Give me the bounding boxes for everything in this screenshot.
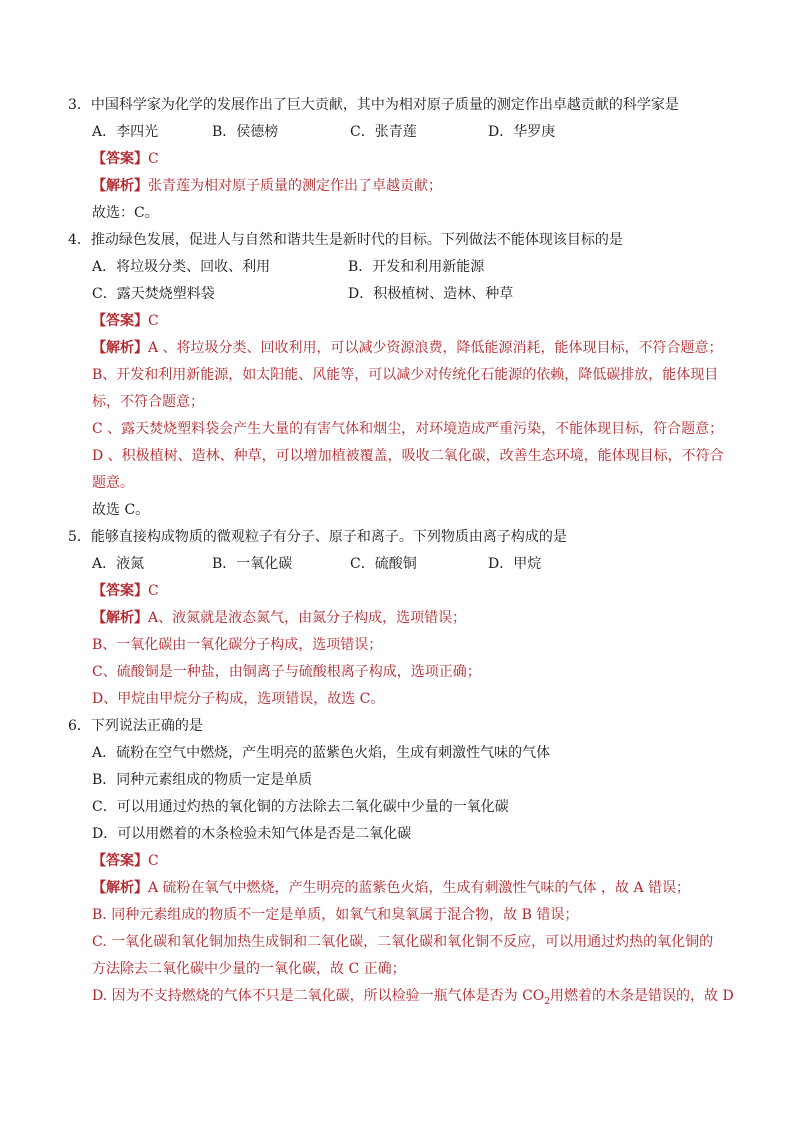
- q4-analysis: [68, 335, 728, 362]
- answer-value: C: [148, 313, 159, 329]
- q4-option-a: A．将垃圾分类、回收、利用: [92, 259, 271, 275]
- q3-option-d: D．华罗庚: [488, 124, 556, 140]
- question-4-stem: 4．推动绿色发展，促进人与自然和谐共生是新时代的目标。下列做法不能体现该目标的是: [68, 232, 623, 248]
- answer-tag: 【答案】: [92, 313, 148, 329]
- analysis-text: 张青莲为相对原子质量的测定作出了卓越贡献；: [148, 178, 442, 194]
- answer-tag: 【答案】: [92, 583, 148, 599]
- analysis-tag: 【解析】: [92, 340, 148, 356]
- question-3-stem: 3．中国科学家为化学的发展作出了巨大贡献，其中为相对原子质量的测定作出卓越贡献的科学家是: [68, 97, 679, 113]
- q3-analysis: [68, 173, 728, 200]
- q5-option-b: B．一氧化碳: [212, 556, 293, 572]
- q6-option-a: A．硫粉在空气中燃烧，产生明亮的蓝紫色火焰，生成有刺激性气味的气体: [92, 745, 551, 761]
- answer-tag: 【答案】: [92, 853, 148, 869]
- question-4-options-row-1: [68, 254, 728, 281]
- document-content: [68, 92, 734, 1010]
- subscript-2: 2: [544, 996, 550, 1007]
- q4-option-c: C．露天焚烧塑料袋: [92, 286, 215, 302]
- q6-option-b: B．同种元素组成的物质一定是单质: [92, 772, 313, 788]
- q6-analysis-line: B. 同种元素组成的物质不一定是单质，如氧气和臭氧属于混合物，故 B 错误；: [92, 907, 579, 923]
- answer-value: C: [148, 853, 159, 869]
- q6-analysis: [68, 875, 728, 902]
- q3-answer: [68, 146, 728, 173]
- q4-analysis-line: 标，不符合题意；: [92, 394, 204, 410]
- q5-analysis-line: D、甲烷由甲烷分子构成，选项错误，故选 C。: [92, 691, 385, 707]
- analysis-text: A 硫粉在氧气中燃烧，产生明亮的蓝紫色火焰，生成有刺激性气味的气体 ，故 A 错误；: [148, 880, 691, 896]
- question-3-options: [68, 119, 728, 146]
- q6-option-c: C．可以用通过灼热的氧化铜的方法除去二氧化碳中少量的一氧化碳: [92, 799, 509, 815]
- question-6-stem: 6．下列说法正确的是: [68, 718, 203, 734]
- analysis-tag: 【解析】: [92, 880, 148, 896]
- answer-tag: 【答案】: [92, 151, 148, 167]
- analysis-tag: 【解析】: [92, 178, 148, 194]
- q6-option-d: D．可以用燃着的木条检验未知气体是否是二氧化碳: [92, 826, 412, 842]
- analysis-tag: 【解析】: [92, 610, 148, 626]
- q4-analysis-line: B、开发和利用新能源，如太阳能、风能等，可以减少对传统化石能源的依赖，降低碳排放，能体现目: [92, 367, 719, 383]
- q5-analysis: [68, 605, 728, 632]
- q4-analysis-line: D 、积极植树、造林、种草，可以增加植被覆盖，吸收二氧化碳，改善生态环境，能体现目标，不符合: [92, 448, 724, 464]
- q6-analysis-line: [68, 983, 734, 1010]
- q5-analysis-line: B、一氧化碳由一氧化碳分子构成，选项错误；: [92, 637, 383, 653]
- q5-option-d: D．甲烷: [488, 556, 542, 572]
- q5-analysis-line: C、硫酸铜是一种盐，由铜离子与硫酸根离子构成，选项正确；: [92, 664, 481, 680]
- q6-analysis-last-b: 用燃着的木条是错误的，故 D: [550, 988, 734, 1004]
- q4-conclusion: 故选 C。: [92, 502, 150, 518]
- question-5-options: [68, 551, 728, 578]
- question-5-stem: 5．能够直接构成物质的微观粒子有分子、原子和离子。下列物质由离子构成的是: [68, 529, 567, 545]
- q3-option-a: A．李四光: [92, 124, 159, 140]
- q4-option-b: B．开发和利用新能源: [348, 259, 485, 275]
- analysis-text: A、液氮就是液态氮气，由氮分子构成，选项错误；: [148, 610, 467, 626]
- q5-option-a: A．液氮: [92, 556, 145, 572]
- q5-option-c: C．硫酸铜: [350, 556, 417, 572]
- analysis-text: A 、将垃圾分类、回收利用，可以减少资源浪费，降低能源消耗，能体现目标，不符合题意；: [148, 340, 723, 356]
- q6-analysis-last-a: D. 因为不支持燃烧的气体不只是二氧化碳，所以检验一瓶气体是否为 CO: [92, 988, 545, 1004]
- q3-conclusion: 故选：C。: [92, 205, 159, 221]
- q3-option-c: C．张青莲: [350, 124, 417, 140]
- q4-option-d: D．积极植树、造林、种草: [348, 286, 514, 302]
- q4-answer: [68, 308, 728, 335]
- answer-value: C: [148, 151, 159, 167]
- q6-analysis-line: 方法除去二氧化碳中少量的一氧化碳，故 C 正确；: [92, 961, 406, 977]
- question-4-options-row-2: [68, 281, 728, 308]
- q5-answer: [68, 578, 728, 605]
- q4-analysis-line: 题意。: [92, 475, 134, 491]
- q6-answer: [68, 848, 728, 875]
- q4-analysis-line: C 、露天焚烧塑料袋会产生大量的有害气体和烟尘，对环境造成严重污染，不能体现目标，符合题意；: [92, 421, 724, 437]
- q3-option-b: B．侯德榜: [212, 124, 279, 140]
- answer-value: C: [148, 583, 159, 599]
- q6-analysis-line: C. 一氧化碳和氧化铜加热生成铜和二氧化碳，二氧化碳和氧化铜不反应，可以用通过灼热的氧化铜的: [92, 934, 714, 950]
